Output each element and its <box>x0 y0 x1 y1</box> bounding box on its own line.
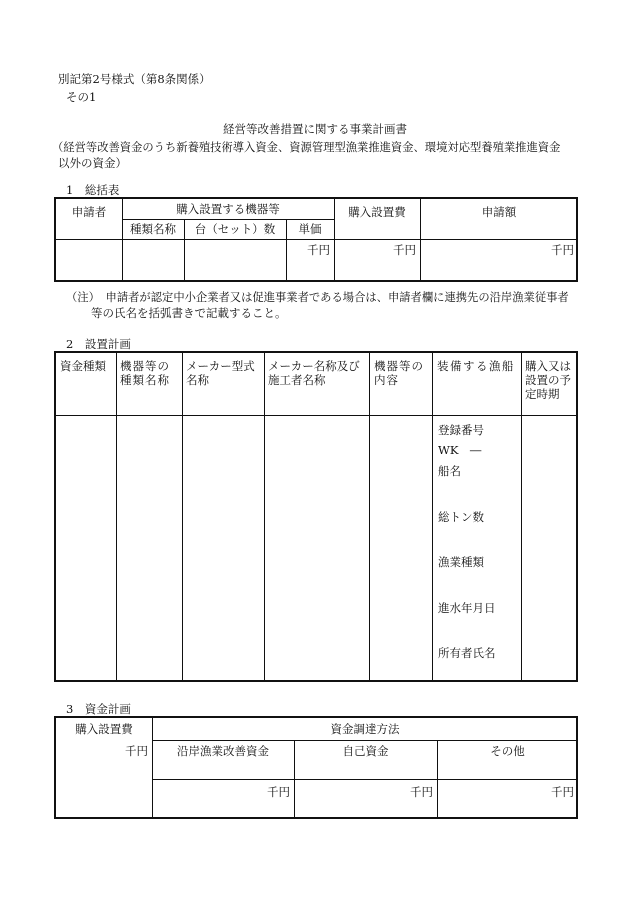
col-equipment: 購入設置する機器等 <box>176 202 280 216</box>
col-maker-name: メーカー名称及び施工者名称 <box>268 359 360 387</box>
other-yen: 千円 <box>551 785 574 799</box>
col-applicant: 申請者 <box>71 205 107 219</box>
own-fund-yen: 千円 <box>410 785 433 799</box>
install-cost-yen: 千円 <box>393 243 416 257</box>
col-content: 機器等の内容 <box>374 359 424 387</box>
col-amount: 申請額 <box>481 205 517 219</box>
coastal-fund-yen: 千円 <box>267 785 290 799</box>
col-equipment-name: 機器等の種類名称 <box>120 359 170 387</box>
subtitle-line1: （経営等改善資金のうち新養殖技術導入資金、資源管理型漁業推進資金、環境対応型養殖業推進資金 <box>52 141 561 154</box>
form-part: その1 <box>66 90 97 104</box>
col-other: その他 <box>490 744 525 758</box>
col-type-name: 種類名称 <box>130 222 176 236</box>
col-install-cost: 購入設置費 <box>348 205 406 219</box>
note-line2: 等の氏名を括弧書きで記載すること。 <box>91 306 287 320</box>
note-line1: （注） 申請者が認定中小企業者又は促進事業者である場合は、申請者欄に連携先の沿岸漁業従事者 <box>66 291 569 304</box>
vessel-wk: WK ― <box>438 443 482 457</box>
form-number: 別記第2号様式（第8条関係） <box>58 72 211 86</box>
col-coastal-fund: 沿岸漁業改善資金 <box>177 744 269 758</box>
section1-heading: 1 総括表 <box>66 183 120 197</box>
col-vessel: 装備する漁船 <box>437 359 515 373</box>
vessel-reg-no: 登録番号 <box>438 423 484 437</box>
document-title: 経営等改善措置に関する事業計画書 <box>223 122 407 136</box>
col-schedule: 購入又は設置の予定時期 <box>525 359 571 401</box>
vessel-fishery-type: 漁業種類 <box>438 555 484 569</box>
vessel-tonnage: 総トン数 <box>438 510 484 524</box>
funding-plan-table <box>54 716 578 819</box>
col-install-cost: 購入設置費 <box>75 722 133 736</box>
col-unit-price: 単価 <box>298 222 322 236</box>
installation-plan-table <box>54 351 578 682</box>
col-own-fund: 自己資金 <box>342 744 389 758</box>
section2-heading: 2 設置計画 <box>66 337 131 351</box>
vessel-owner: 所有者氏名 <box>438 646 496 660</box>
summary-table <box>54 197 578 282</box>
col-maker-model: メーカー型式名称 <box>186 359 255 387</box>
col-funding-method: 資金調達方法 <box>330 722 400 736</box>
col-units: 台（セット）数 <box>194 222 276 236</box>
subtitle-line2: 以外の資金） <box>58 156 127 170</box>
amount-yen: 千円 <box>551 243 574 257</box>
unit-price-yen: 千円 <box>307 243 330 257</box>
vessel-name: 船名 <box>438 464 461 478</box>
col-fund-type: 資金種類 <box>60 359 106 373</box>
section3-heading: 3 資金計画 <box>66 702 131 716</box>
vessel-launch-date: 進水年月日 <box>438 601 496 615</box>
install-cost-yen: 千円 <box>125 744 148 758</box>
